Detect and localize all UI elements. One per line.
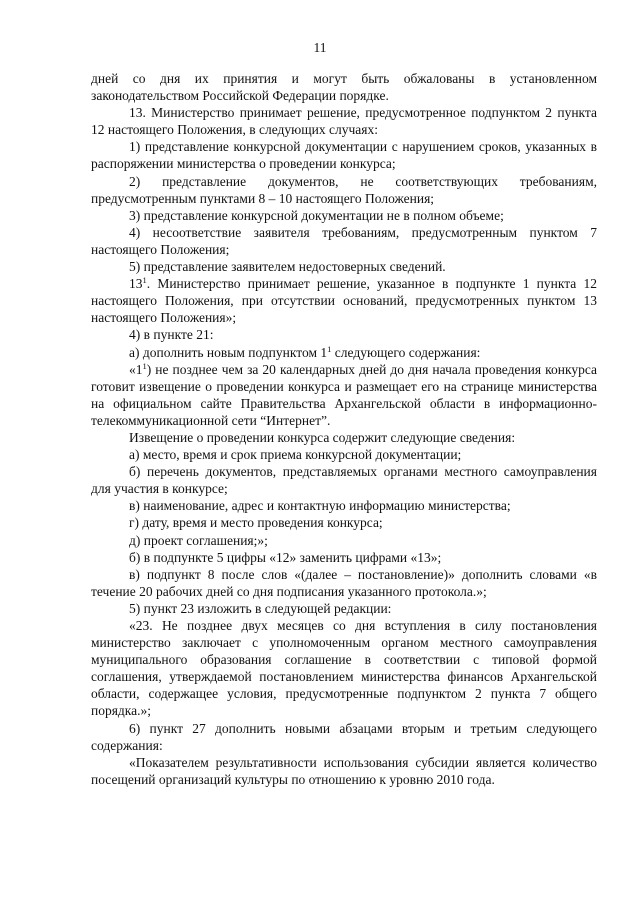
superscript: 1 bbox=[142, 275, 147, 286]
list-item: 2) представление документов, не соответствующих требованиям, предусмотренным пунктами 8 – 10 настоящего Положения; bbox=[91, 173, 597, 206]
paragraph: «$1^1$) не позднее чем за 20 календарных дней до дня начала проведения конкурса готовит извещение о проведении конкурса и размещает его на странице министерства на официальном сайте Правительства Архангельской области в информационно-телекоммуникационной сети “Интернет”. bbox=[91, 360, 597, 428]
paragraph: $13^1$. Министерство принимает решение, указанное в подпункте 1 пункта 12 настоящего Положения, при отсутствии оснований, предусмотренных пунктом 13 настоящего Положения»; bbox=[91, 275, 597, 326]
list-item: б) перечень документов, представляемых органами местного самоуправления для участия в конкурсе; bbox=[91, 464, 597, 497]
list-item: 6) пункт 27 дополнить новыми абзацами вторым и третьим следующего содержания: bbox=[91, 720, 597, 753]
list-item: 4) несоответствие заявителя требованиям, предусмотренным пунктом 7 настоящего Положения; bbox=[91, 224, 597, 257]
document-body bbox=[91, 70, 597, 788]
list-item: 3) представление конкурсной документации не в полном объеме; bbox=[129, 207, 504, 223]
page-number: 11 bbox=[313, 40, 327, 55]
paragraph: «Показателем результативности использования субсидии является количество посещений организаций культуры по отношению к уровню 2010 года. bbox=[91, 754, 597, 787]
list-item: 4) в пункте 21: bbox=[129, 327, 214, 343]
paragraph: дней со дня их принятия и могут быть обжалованы в установленном законодательством Российской Федерации порядке. bbox=[91, 71, 597, 104]
paragraph: «23. Не позднее двух месяцев со дня вступления в силу постановления министерство заключает с уполномоченным органом местного самоуправления муниципального образования соглашение в соответствии с типовой формой соглашения, утверждаемой постановлением министерства финансов Архангельской области, содержащее условия, предусмотренные подпунктом 2 пункта 7 общего порядка.»; bbox=[91, 618, 597, 719]
list-item: а) дополнить новым подпунктом $1^1$ следующего содержания: bbox=[129, 343, 481, 360]
list-item: б) в подпункте 5 цифры «12» заменить цифрами «13»; bbox=[129, 549, 442, 565]
paragraph: 13. Министерство принимает решение, предусмотренное подпунктом 2 пункта 12 настоящего Положения, в следующих случаях: bbox=[91, 105, 597, 138]
list-item: в) подпункт 8 после слов «(далее – постановление)» дополнить словами «в течение 20 рабочих дней со дня подписания указанного протокола.»; bbox=[91, 566, 597, 599]
list-item: г) дату, время и место проведения конкурса; bbox=[129, 515, 383, 531]
list-item: в) наименование, адрес и контактную информацию министерства; bbox=[129, 498, 511, 514]
list-item: д) проект соглашения;»; bbox=[129, 532, 268, 548]
superscript: 1 bbox=[327, 343, 332, 354]
paragraph: Извещение о проведении конкурса содержит следующие сведения: bbox=[129, 429, 516, 445]
list-item: 1) представление конкурсной документации с нарушением сроков, указанных в распоряжении министерства о проведении конкурса; bbox=[91, 139, 597, 172]
list-item: а) место, время и срок приема конкурсной документации; bbox=[129, 447, 462, 463]
list-item: 5) пункт 23 изложить в следующей редакции: bbox=[129, 600, 392, 616]
superscript: 1 bbox=[142, 360, 147, 371]
list-item: 5) представление заявителем недостоверных сведений. bbox=[129, 259, 446, 275]
